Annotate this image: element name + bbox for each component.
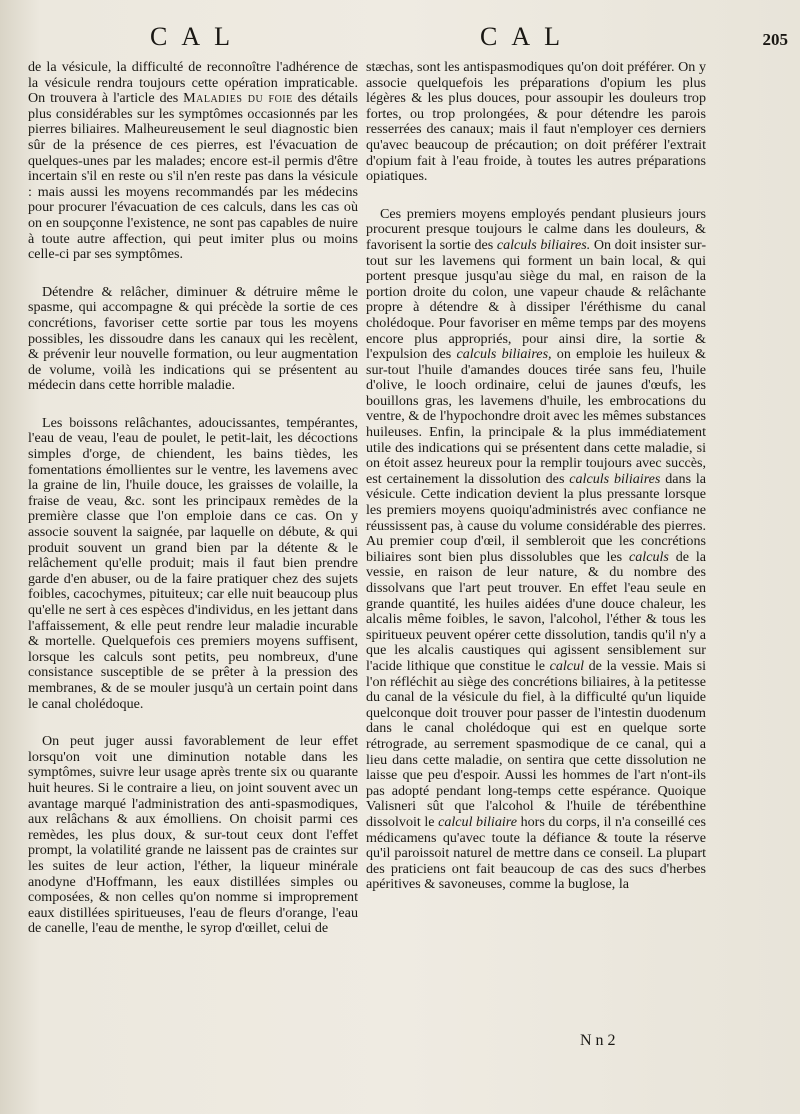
- left-paragraph-2: Détendre & relâcher, diminuer & détruire même le spasme, qui accompagne & qui précède la sortie de ces concrétions, favoriser cette sortie par tous les moyens possibles, les dissoudre dans les canaux qui les recèlent, & prévenir leur nouvelle formation, ou leur augmentation de volume, voilà les indications qui se présentent au médecin dans cette horrible maladie.: [28, 283, 358, 394]
- running-head-right: CAL: [480, 22, 574, 51]
- right-paragraph-2: [366, 207, 706, 893]
- left-paragraph-4: On peut juger aussi favorablement de leur effet lorsqu'on voit une diminution notable dans les symptômes, suivre leur usage après trente six ou quarante huit heures. Si le contraire a lieu, on joint souvent avec un avantage marqué l'administration des anti-spasmodiques, aux relâchans & aux émolliens. On choisit parmi ces remèdes, les plus doux, & sur-tout ceux dont l'effet prompt, la volatilité grande ne laissent pas de craintes sur les suites de leur action, l'éther, la liqueur minérale anodyne d'Hoffmann, les eaux distillées simples ou composées, & non celles qu'on nomme si improprement eaux distillées spiritueuses, l'eau de fleurs d'orange, l'eau de canelle, l'eau de menthe, le syrop d'œillet, celui de: [28, 733, 358, 937]
- left-column: [28, 60, 358, 959]
- text-run: dans la vésicule. Cette indication devient la plus pressante lorsque les premiers moyens quoiqu'administrés avec confiance ne réussissent pas, à cause du volume considérable des pierres. Au premier coup d'œil, il sembleroit que les concrétions biliaires sont bien plus dissolubles que les: [366, 470, 707, 565]
- italic-term: calculs biliaires: [569, 470, 661, 487]
- text-run: hors du corps, il n'a conseillé ces médicamens qu'avec toute la défiance & toute la réserve qu'il paroissoit naturel de mettre dans ce conseil. La plupart des praticiens ont fait beaucoup de cas des sucs d'herbes apéritives & savoneuses, comme la buglose, la: [366, 813, 706, 893]
- text-run: on emploie les huileux & sur-tout l'huile d'amandes douces tirée sans feu, l'huile d'olive, le looch ordinaire, celui de jaunes d'œufs, les bouillons gras, les lavemens d'huile, les embrocations du ventre, & de l'hypochondre droit avec les mêmes substances huileuses. Enfin, la principale & la plus immédiatement utile des indications qui se présentent dans cette maladie, si on étoit assez heureux pour la remplir toujours avec succès, est certainement la dissolution des: [366, 346, 706, 487]
- text-run: des détails plus considérables sur les symptômes occasionnés par les pierres biliaires. Malheureusement le seul diagnostic bien sûr de la présence de ces pierres, est l'évacuation de quelques-unes par les malades; encore est-il permis d'être incertain s'il en reste ou s'il n'en reste pas dans la vésicule : mais aussi les moyens recommandés par les médecins pour procurer l'évacuation de ces calculs, dans les cas où on en soupçonne l'existence, ne sont pas capables de nuire à toute autre affection, qui peut imiter plus ou moins celle-ci par ses symptômes.: [28, 90, 358, 263]
- cross-reference: Maladies du foie: [183, 90, 293, 107]
- right-column: [366, 60, 706, 915]
- running-head-left: CAL: [150, 22, 244, 51]
- text-run: On doit insister sur-tout sur les lavemens qui forment un bain local, & qui portent presque jusqu'au siège du mal, en raison de la portion droite du colon, une vapeur chaude & relâchante propre à détendre & à dissiper l'éréthisme du canal cholédoque. Pour favoriser en même temps par des moyens encore plus appropriés, pour ainsi dire, la sortie & l'expulsion des: [366, 236, 707, 363]
- italic-term: calculs biliaires,: [456, 346, 552, 363]
- left-paragraph-1: [28, 60, 358, 263]
- signature-mark: N n 2: [580, 1032, 616, 1049]
- right-paragraph-1: stæchas, sont les antispasmodiques qu'on doit préférer. On y associe quelquefois les préparations d'opium les plus légères & les plus douces, pour assoupir les douleurs trop fortes, ou trop prolongées, & pour détendre les parois resserrées des canaux; mais il faut n'employer ces derniers qu'avec beaucoup de précaution; on doit préférer l'extrait d'opium fait à l'eau froide, à toutes les autres préparations opiatiques.: [366, 59, 706, 185]
- italic-term: calculs biliaires.: [496, 236, 591, 253]
- italic-term: calculs: [628, 548, 669, 565]
- text-run: de la vésicule, la difficulté de reconnoître l'adhérence de la vésicule rendra toujours cette opération impraticable. On trouvera à l'article des: [28, 59, 358, 107]
- text-run: de la vessie. Mais si l'on réfléchit au siège des concrétions biliaires, à la petitesse du canal de la vésicule du fiel, à la difficulté qu'un liquide quelconque doit trouver pour passer de l'intestin duodenum dans le canal cholédoque qui est en quelque sorte rétrograde, au serrement spasmodique de ce canal, qui a lieu dans cette maladie, on sentira que cette dissolution ne laisse que peu d'espoir. Aussi les hommes de l'art n'ont-ils pas adopté pendant long-temps cette espérance. Quoique Valisneri sût que l'alcohol & l'huile de térébenthine dissolvoit le: [366, 657, 706, 830]
- text-run: Ces premiers moyens employés pendant plusieurs jours procurent presque toujours le calme dans les douleurs, & favorisent la sortie des: [366, 205, 706, 253]
- page-number: 205: [762, 30, 788, 49]
- left-paragraph-3: Les boissons relâchantes, adoucissantes, tempérantes, l'eau de veau, l'eau de poulet, le petit-lait, les décoctions simples d'orge, de chiendent, les bains tièdes, les fomentations émollientes sur le ventre, les lavemens avec la graine de lin, l'huile douce, les graisses de volaille, la fraise de veau, &c. sont les principaux remèdes de la première classe que l'on emploie dans ce cas. On y associe souvent la saignée, par laquelle on débute, & qui produit souvent un grand bien par la détente & le relâchement qu'elle produit; mais il faut bien prendre garde d'en abuser, ou de la faire pratiquer chez des sujets foibles, cacochymes, pituiteux; car elle nuit beaucoup plus qu'elle ne sert à ces espèces d'individus, en les jettant dans l'affaissement, & elle peut rendre leur maladie incurable & mortelle. Quelquefois ces premiers moyens suffisent, lorsque les calculs sont petits, peu nombreux, d'une consistance susceptible de se prêter à la pression des membranes, & de se mouler jusqu'à un certain point dans le canal cholédoque.: [28, 414, 358, 712]
- italic-term: calcul biliaire: [438, 813, 518, 830]
- text-run: de la vessie, en raison de leur nature, & du nombre des dissolvans que l'art peut trouver. En effet l'eau seule en grande quantité, les huiles aidées d'une douce chaleur, les alcalis même foibles, le savon, l'alcohol, l'éther & tous les spiritueux peuvent opérer cette dissolution, tandis qu'il n'y a que les alcalis caustiques qui agissent sensiblement sur l'acide lithique que constitue le: [366, 548, 706, 674]
- italic-term: calcul: [549, 657, 585, 674]
